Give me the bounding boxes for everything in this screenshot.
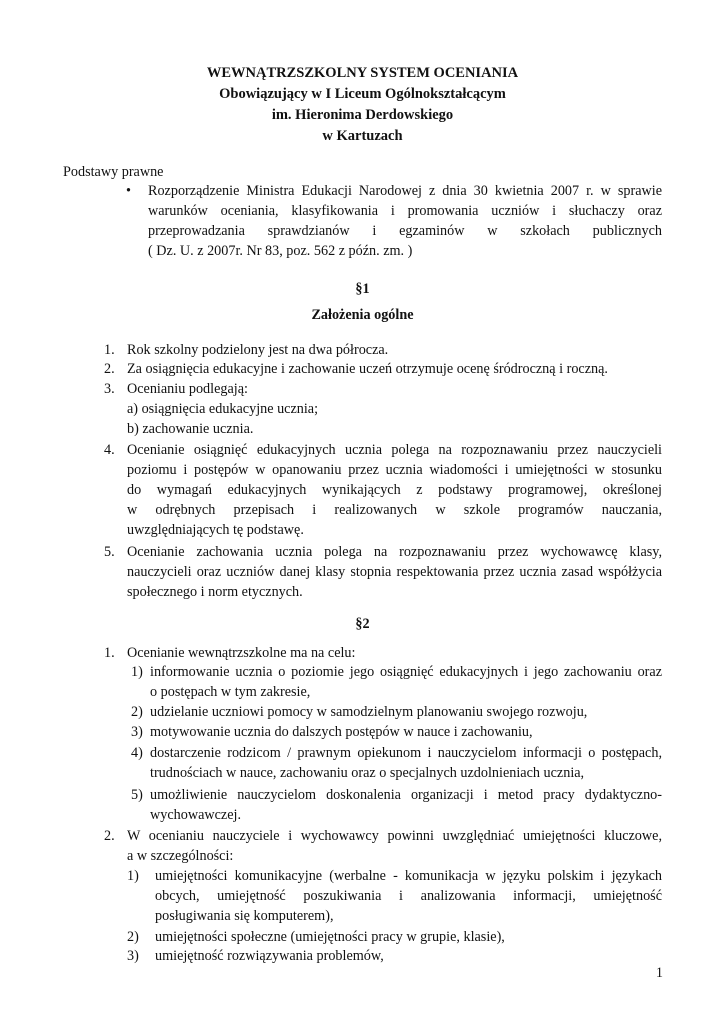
page-number: 1 [655,965,663,981]
sublist-item [150,722,662,742]
text-line: umiejętności komunikacyjne (werbalne - komunikacja w języku polskim i językach [155,868,662,884]
text-line: nauczycieli oraz uczniów danej klasy stopnia respektowania przez ucznia zasad współżycia [127,564,662,580]
text-line: informowanie ucznia o poziomie jego osiągnięć edukacyjnych i jego zachowaniu oraz [150,664,662,680]
text-line: Ocenianiu podlegają: [127,381,248,397]
section-2-mark: §2 [355,616,370,632]
text-line: o postępach w tym zakresie, [150,684,311,700]
sublist-number: 1) [131,664,143,680]
text-line: przeprowadzania sprawdzianów i egzaminów w szkołach publicznych [148,223,662,239]
sublist-number: 3) [131,724,143,740]
text-line: Ocenianie zachowania ucznia polega na rozpoznawaniu przez wychowawcę klasy, [127,544,662,560]
bullet-icon: • [126,183,131,199]
text-line: umiejętność rozwiązywania problemów, [155,948,384,964]
legal-basis-heading: Podstawy prawne [63,164,164,180]
text-line: Rozporządzenie Ministra Edukacji Narodowej z dnia 30 kwietnia 2007 r. w sprawie [148,183,662,199]
sublist-number: 5) [131,787,143,803]
text-line: do wymagań edukacyjnych wynikających z podstawy programowej, określonej [127,482,662,498]
list-number: 1. [104,645,115,661]
text-line: udzielanie uczniowi pomocy w samodzielnym planowaniu swojego rozwoju, [150,704,588,720]
text-line: społecznego i norm etycznych. [127,584,303,600]
header-patron-line: im. Hieronima Derdowskiego [271,107,454,123]
text-line: w odrębnych przepisach i realizowanych w szkole programów nauczania, [127,502,662,518]
sublist-item [150,743,662,783]
text-line: Za osiągnięcia edukacyjne i zachowanie uczeń otrzymuje ocenę śródroczną i roczną. [127,361,608,377]
legal-basis-item [148,181,662,261]
list-number: 1. [104,342,115,358]
list-item [127,542,662,602]
sublist-number: 1) [127,868,139,884]
text-line: Ocenianie osiągnięć edukacyjnych ucznia polega na rozpoznawaniu przez nauczycieli [127,442,662,458]
sublist-item [155,866,662,926]
text-line: b) zachowanie ucznia. [127,421,254,437]
text-line: obcych, umiejętność poszukiwania i analizowania informacji, umiejętność [155,888,662,904]
text-line: uwzględniających tę podstawę. [127,522,304,538]
section-1-mark: §1 [355,281,370,297]
text-line: poziomu i postępów w opanowaniu przez ucznia wiadomości i umiejętności w stosunku [127,462,662,478]
text-line: Ocenianie wewnątrzszkolne ma na celu: [127,645,356,661]
list-number: 3. [104,381,115,397]
sublist-item [150,662,662,702]
list-number: 2. [104,828,115,844]
text-line: motywowanie ucznia do dalszych postępów w nauce i zachowaniu, [150,724,533,740]
sublist-item [155,946,662,966]
text-line: wychowawczej. [150,807,241,823]
header-school-line: Obowiązujący w I Liceum Ogólnokształcącym [219,86,506,102]
document-title: WEWNĄTRZSZKOLNY SYSTEM OCENIANIA [206,65,519,81]
list-number: 2. [104,361,115,377]
sublist-item [155,927,662,947]
text-line: W ocenianiu nauczyciele i wychowawcy powinni uwzględniać umiejętności kluczowe, [127,828,662,844]
sublist-number: 2) [131,704,143,720]
list-item [127,440,662,540]
document-header [0,63,725,147]
text-line: a w szczególności: [127,848,234,864]
text-line: a) osiągnięcia edukacyjne ucznia; [127,401,319,417]
list-item [127,340,662,360]
list-number: 4. [104,442,115,458]
text-line: umożliwienie nauczycielom doskonalenia organizacji i metod pracy dydaktyczno- [150,787,662,803]
text-line: warunków oceniania, klasyfikowania i promowania uczniów i słuchaczy oraz [148,203,662,219]
list-item [127,643,662,663]
text-line: umiejętności społeczne (umiejętności pracy w grupie, klasie), [155,929,505,945]
list-item [127,359,662,379]
text-line: ( Dz. U. z 2007r. Nr 83, poz. 562 z późn. zm. ) [148,243,413,259]
sublist-number: 2) [127,929,139,945]
sublist-item [150,702,662,722]
text-line: dostarczenie rodzicom / prawnym opiekunom i nauczycielom informacji o postępach, [150,745,662,761]
sublist-number: 3) [127,948,139,964]
header-city-line: w Kartuzach [322,128,403,144]
list-number: 5. [104,544,115,560]
text-line: Rok szkolny podzielony jest na dwa półrocza. [127,342,389,358]
list-item [127,826,662,866]
sublist-number: 4) [131,745,143,761]
list-item [127,379,662,439]
section-1-title: Założenia ogólne [311,307,414,323]
text-line: posługiwania się komputerem), [155,908,334,924]
text-line: trudnościach w nauce, zachowaniu oraz o specjalnych uzdolnieniach ucznia, [150,765,585,781]
sublist-item [150,785,662,825]
